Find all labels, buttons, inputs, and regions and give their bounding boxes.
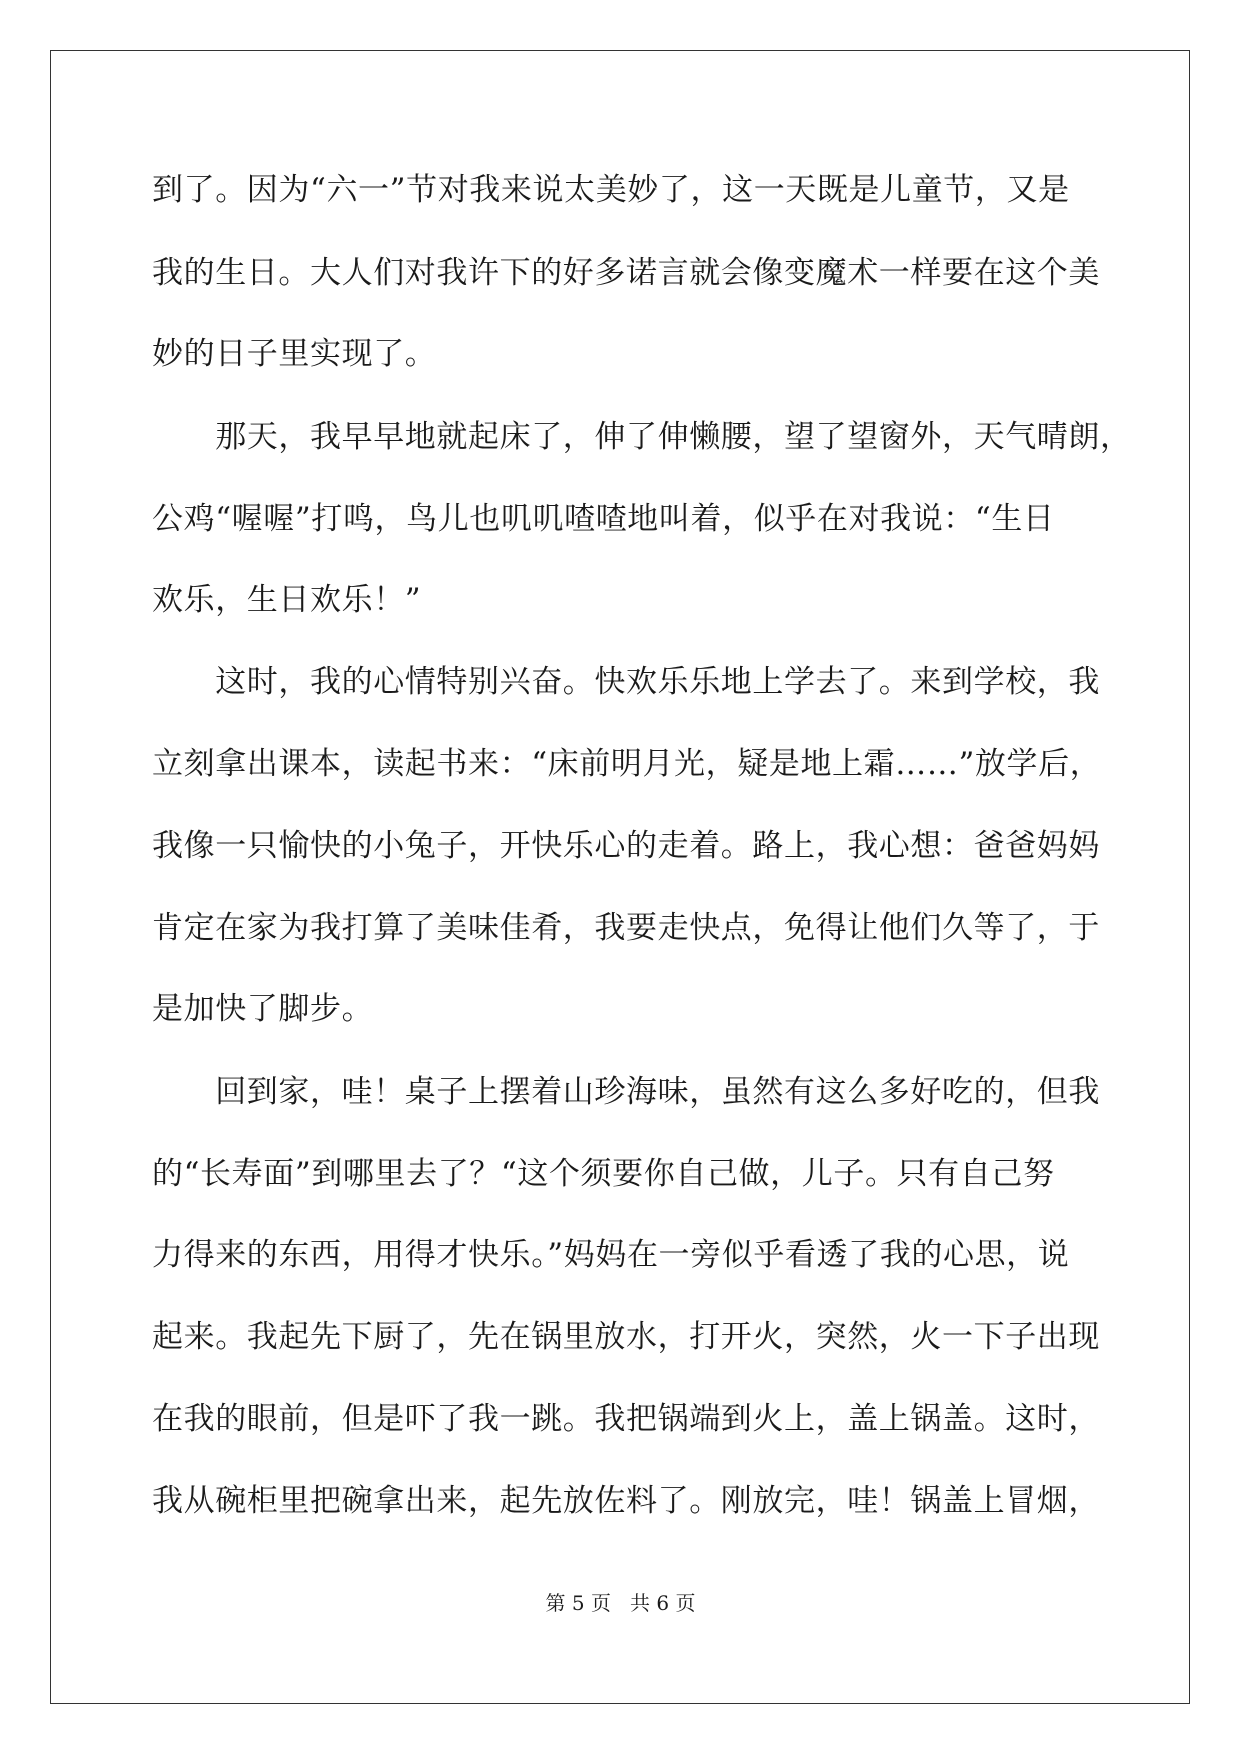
- text-line: 起来。我起先下厨了，先在锅里放水，打开火，突然，火一下子出现: [152, 1319, 1100, 1355]
- text-line: 我像一只愉快的小兔子，开快乐心的走着。路上，我心想：爸爸妈妈: [152, 828, 1100, 864]
- text-line: 公鸡“喔喔”打鸣，鸟儿也叽叽喳喳地叫着，似乎在对我说：“生日: [152, 501, 1055, 537]
- text-line: 我的生日。大人们对我许下的好多诺言就会像变魔术一样要在这个美: [152, 255, 1100, 291]
- text-line: 是加快了脚步。: [152, 991, 374, 1027]
- text-line: 立刻拿出课本，读起书来：“床前明月光，疑是地上霜……”放学后，: [152, 746, 1102, 782]
- page-border: [50, 50, 1190, 1704]
- text-line: 我从碗柜里把碗拿出来，起先放佐料了。刚放完，哇！锅盖上冒烟，: [152, 1483, 1100, 1519]
- text-line: 在我的眼前，但是吓了我一跳。我把锅端到火上，盖上锅盖。这时，: [152, 1401, 1100, 1437]
- page-number: 第 5 页 共 6 页: [545, 1591, 696, 1615]
- text-line: 到了。因为“六一”节对我来说太美妙了，这一天既是儿童节，又是: [152, 172, 1070, 208]
- text-line: 的“长寿面”到哪里去了？“这个须要你自己做，儿子。只有自己努: [152, 1156, 1055, 1192]
- text-line: 欢乐，生日欢乐！”: [152, 582, 422, 618]
- text-line: 那天，我早早地就起床了，伸了伸懒腰，望了望窗外，天气晴朗，: [152, 419, 1132, 455]
- text-line: 力得来的东西，用得才快乐。”妈妈在一旁似乎看透了我的心思，说: [152, 1237, 1070, 1273]
- text-line: 回到家，哇！桌子上摆着山珍海味，虽然有这么多好吃的，但我: [152, 1074, 1100, 1110]
- text-line: 妙的日子里实现了。: [152, 336, 437, 372]
- text-line: 这时，我的心情特别兴奋。快欢乐乐地上学去了。来到学校，我: [152, 664, 1100, 700]
- text-line: 肯定在家为我打算了美味佳肴，我要走快点，免得让他们久等了，于: [152, 910, 1100, 946]
